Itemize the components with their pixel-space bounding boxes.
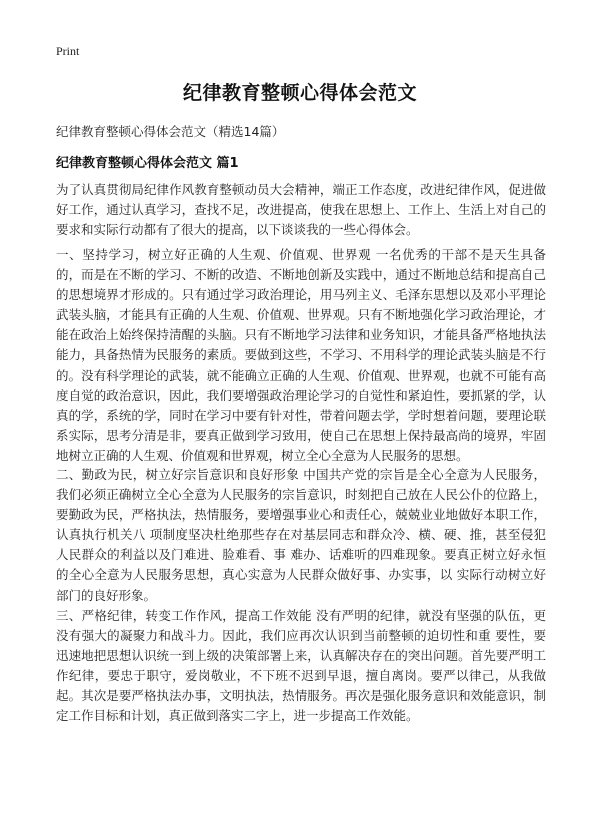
document-subtitle: 纪律教育整顿心得体会范文（精选14篇） [56,124,285,139]
paragraph-discipline: 三、严格纪律，转变工作作风，提高工作效能 没有严明的纪律，就没有坚强的队伍，更没有强大的凝聚力和战斗力。因此，我们应再次认识到当前整顿的迫切性和重 要性，要迅速地把思想认识统一到上级的决策部署上来，认真解决存在的突出问题。首先要严明工作纪律，要忠于职守，爱岗敬业，不下班不迟到早退，擅自离岗。要严以律己，从我做起。其次是要严格执法办事，文明执法，热情服务。再次是强化服务意识和效能意识，制定工作目标和计划，真正做到落实二字上，进一步提高工作效能。 [56,608,546,724]
section-heading: 纪律教育整顿心得体会范文 篇1 [56,156,239,171]
document-title: 纪律教育整顿心得体会范文 [182,82,417,104]
print-link[interactable]: Print [56,44,80,58]
paragraph-intro: 为了认真贯彻局纪律作风教育整顿动员大会精神，端正工作态度，改进纪律作风，促进做好工作，通过认真学习，查找不足，改进提高，使我在思想上、工作上、生活上对自己的要求和实际行动都有了很大的提高，以下谈谈我的一些心得体会。 [56,182,546,238]
paragraph-service: 二、勤政为民，树立好宗旨意识和良好形象 中国共产党的宗旨是全心全意为人民服务，我们必须正确树立全心全意为人民服务的宗旨意识，时刻把自己放在人民公仆的位路上，要勤政为民，严格执法，热情服务，要增强事业心和责任心，兢兢业业地做好本职工作，认真执行机关八 项制度坚决杜绝那些存在对基层同志和群众冷、横、硬、推，甚至侵犯人民群众的利益以及门难进、脸难看、事 难办、话难听的四难现象。要真正树立好永恒的全心全意为人民服务思想，真心实意为人民群众做好事、办实事，以 实际行动树立好部门的良好形象。 [56,467,546,603]
paragraph-study: 一、坚持学习，树立好正确的人生观、价值观、世界观 一名优秀的干部不是天生具备的，而是在不断的学习、不断的改造、不断地创新及实践中，通过不断地总结和提高自己的思想境界才形成的。只有通过学习政治理论，用马列主义、毛泽东思想以及邓小平理论武装头脑，才能具有正确的人生观、价值观、世界观。只有不断地强化学习政治理论，才能在政治上始终保持清醒的头脑。只有不断地学习法律和业务知识，才能具备严格地执法能力，具备热情为民服务的素质。要做到这些，不学习、不用科学的理论武装头脑是不行的。没有科学理论的武装，就不能确立正确的人生观、价值观、世界观，也就不可能有高度自觉的政治意识，因此，我们要增强政治理论学习的自觉性和紧迫性，要抓紧的学，认真的学，系统的学，同时在学习中要有针对性，带着问题去学，学时想着问题，要理论联系实际，思考分清是非，要真正做到学习致用，使自己在思想上保持最高尚的境界，牢固地树立正确的人生观、价值观和世界观，树立全心全意为人民服务的思想。 [56,247,546,463]
